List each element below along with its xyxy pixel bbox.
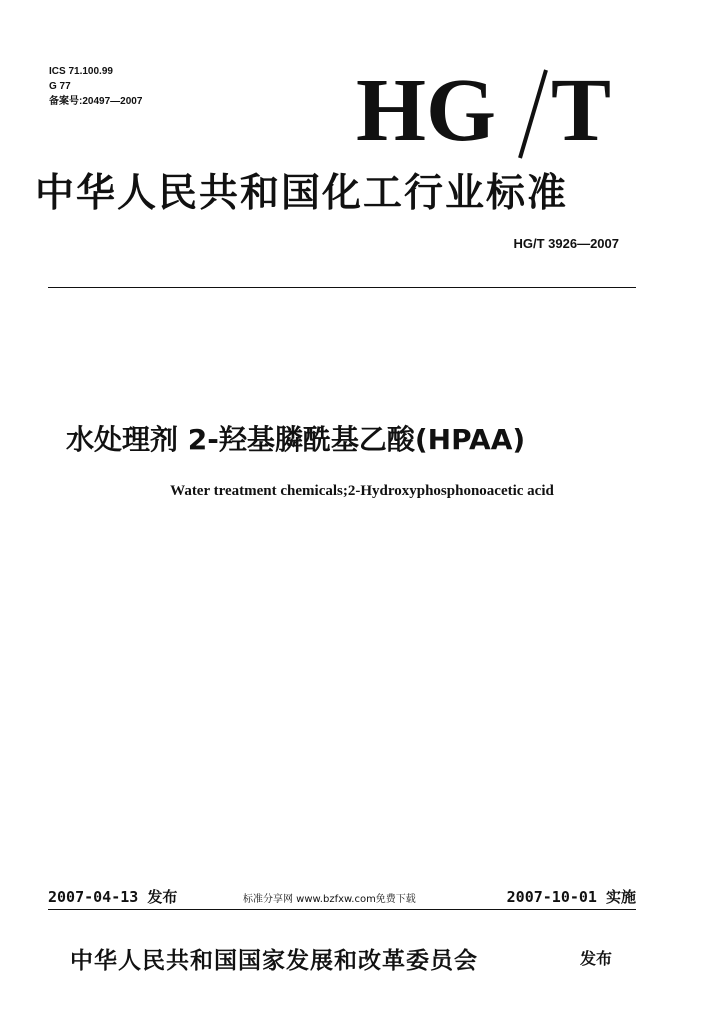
ics-code: ICS 71.100.99 [49,66,113,77]
date-row [48,886,636,908]
download-watermark: 标准分享网 www.bzfxw.com免费下载 [243,894,416,905]
logo-hg-text: HG [356,62,497,160]
publish-label: 发布 [580,949,613,968]
document-title-cn: 水处理剂 2-羟基膦酰基乙酸(HPAA) [66,423,526,456]
document-title-en: Water treatment chemicals;2-Hydroxyphosphonoacetic acid [170,483,554,499]
logo-slash [520,70,546,158]
metadata-block [49,64,142,109]
ccs-code: G 77 [49,81,71,92]
bottom-divider [48,909,636,910]
logo-t-text: T [551,62,612,160]
standard-title: 中华人民共和国化工行业标准 [35,170,569,216]
publisher-name: 中华人民共和国国家发展和改革委员会 [70,947,478,974]
hg-t-logo [356,62,616,162]
issue-date: 2007-04-13 发布 [48,888,178,906]
filing-number: 备案号:20497—2007 [49,96,143,107]
standard-number: HG/T 3926—2007 [513,236,619,251]
top-divider [48,287,636,288]
effective-date: 2007-10-01 实施 [506,888,636,906]
